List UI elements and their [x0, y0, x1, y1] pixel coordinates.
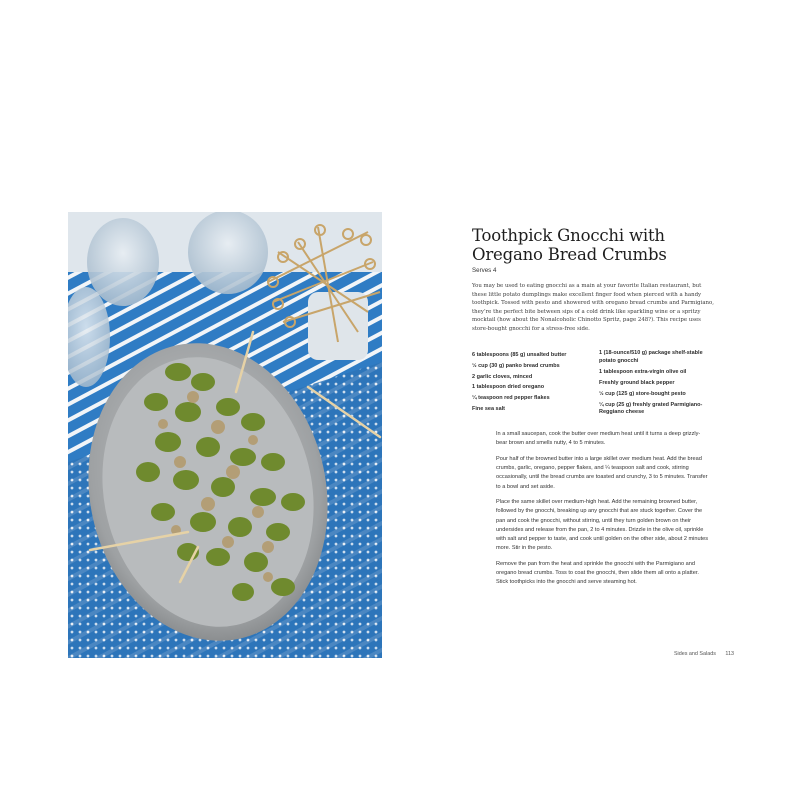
ingredients-list-left [472, 350, 592, 415]
ingredient-item: 2 garlic cloves, minced [472, 373, 533, 380]
method-step: Pour half of the browned butter into a large skillet over medium heat. Add the bread crumbs, garlic, oregano, pepper flakes, and ¼ teaspoon salt and cook, stirring occasionally, until the bread crumbs are toasted and crunchy, 3 to 5 minutes. Transfer to a bowl and set aside. [496, 455, 708, 490]
ingredient-item: 6 tablespoons (85 g) unsalted butter [472, 352, 567, 358]
recipe-intro: You may be used to eating gnocchi as a main at your favorite Italian restaurant, but these little potato dumplings make excellent finger food when pierced with a handy toothpick. Tossed with pesto and showered with oregano bread crumbs and Parmigiano, they’re the perfect bite between sips of a cold drink like sparkling wine or a spritzy mocktail (how about the Nonalcoholic Chinotto Spritz, page 248?). This recipe uses store-bought gnocchi for a stress-free side. [472, 283, 714, 332]
ingredient-item: Fine sea salt [472, 405, 506, 412]
section-name: Sides and Salads [673, 651, 716, 657]
ingredient-item: ½ cup (125 g) store-bought pesto [599, 390, 686, 397]
recipe-title: Toothpick Gnocchi with Oregano Bread Crumbs [472, 226, 667, 264]
ingredient-item: 1 tablespoon dried oregano [472, 384, 545, 391]
page-footer [640, 651, 734, 657]
page-number: 113 [725, 651, 734, 657]
ingredient-item: Freshly ground black pepper [599, 379, 675, 386]
gnocchi-platter-image [68, 212, 382, 658]
food-photo [68, 212, 382, 658]
ingredient-item: 1 tablespoon extra-virgin olive oil [599, 368, 687, 375]
ingredient-item: 1 (18-ounce/510 g) package shelf-stable potato gnocchi [599, 350, 703, 364]
ingredients-list-right [599, 350, 714, 420]
method-step: In a small saucepan, cook the butter over medium heat until it turns a deep grizzly-bear brown and smells nutty, 4 to 5 minutes. [496, 431, 701, 447]
servings-label: Serves 4 [472, 267, 497, 274]
ingredient-item: ¼ cup (25 g) freshly grated Parmigiano-Reggiano cheese [599, 401, 703, 416]
ingredient-item: ½ cup (30 g) panko bread crumbs [472, 362, 560, 369]
method-step: Place the same skillet over medium-high heat. Add the remaining browned butter, followed by the gnocchi, breaking up any gnocchi that are stuck together. Cover the pan and cook the gnocchi, without stirring, until they turn golden brown on their undersides and release from the pan, 2 to 4 minutes. Drizzle in the olive oil, sprinkle with salt and pepper to taste, and cook until golden on the other side, about 2 minutes more. Stir in the pesto. [496, 499, 709, 552]
method-steps [496, 430, 710, 594]
ingredient-item: ¼ teaspoon red pepper flakes [472, 395, 550, 402]
method-step: Remove the pan from the heat and sprinkle the gnocchi with the Parmigiano and oregano bread crumbs. Toss to coat the gnocchi, then slide them all onto a platter. Stick toothpicks into the gnocchi and serve steaming hot. [496, 560, 699, 586]
